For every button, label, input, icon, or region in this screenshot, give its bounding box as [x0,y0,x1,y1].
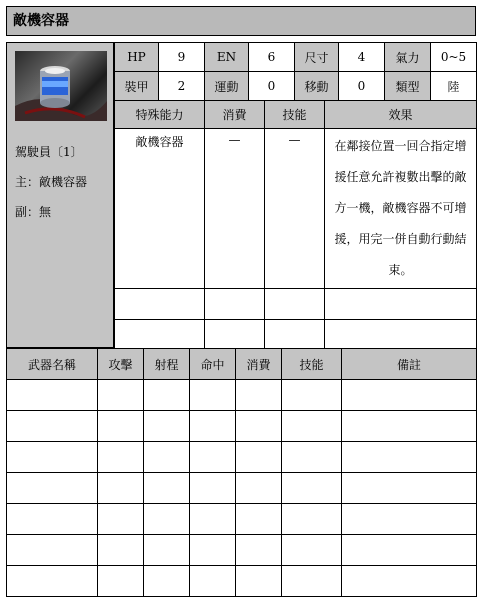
armor-label: 裝甲 [115,72,159,101]
ability-header-name: 特殊能力 [115,101,205,129]
weapon-header-skill: 技能 [282,349,342,380]
weapon-row [7,535,477,566]
ability-header-effect: 效果 [325,101,477,129]
morale-value: 0~5 [431,43,477,72]
ability-cost: — [205,129,265,289]
move-label: 移動 [295,72,339,101]
move-value: 0 [339,72,385,101]
ability-empty-cell [115,289,205,320]
type-value: 陸 [431,72,477,101]
ability-empty-cell [205,320,265,349]
type-label: 類型 [385,72,431,101]
weapon-row [7,473,477,504]
armor-value: 2 [159,72,205,101]
pilot-main: 主：敵機容器 [15,175,88,189]
stats-table [114,42,477,101]
unit-sheet [6,6,476,596]
pilot-sub: 副：無 [15,205,52,219]
weapon-row [7,442,477,473]
size-value: 4 [339,43,385,72]
weapon-header-notes: 備註 [342,349,477,380]
morale-label: 氣力 [385,43,431,72]
weapon-row [7,411,477,442]
weapon-header-cost: 消費 [236,349,282,380]
weapons-table [6,348,477,597]
ability-empty-cell [325,289,477,320]
weapon-row [7,566,477,597]
ability-effect: 在鄰接位置一回合指定增援任意允許複數出擊的敵方一機，敵機容器不可增援，用完一併自動行動結束。 [325,129,477,289]
ability-empty-cell [265,320,325,349]
ability-name: 敵機容器 [115,129,205,289]
unit-title: 敵機容器 [6,6,476,36]
weapon-row [7,504,477,535]
ability-table [114,100,477,349]
unit-portrait [15,51,107,121]
en-label: EN [205,43,249,72]
weapon-header-hit: 命中 [190,349,236,380]
ability-empty-cell [265,289,325,320]
weapon-row [7,380,477,411]
size-label: 尺寸 [295,43,339,72]
hp-value: 9 [159,43,205,72]
mobility-label: 運動 [205,72,249,101]
ability-skill: — [265,129,325,289]
unit-info-panel [6,42,114,348]
en-value: 6 [249,43,295,72]
ability-header-cost: 消費 [205,101,265,129]
ability-empty-cell [115,320,205,349]
ability-empty-cell [325,320,477,349]
weapon-header-attack: 攻擊 [98,349,144,380]
hp-label: HP [115,43,159,72]
weapon-header-range: 射程 [144,349,190,380]
ability-empty-cell [205,289,265,320]
pilot-label: 駕駛員〔1〕 [15,145,83,159]
enemy-container-canister-icon [15,51,107,121]
ability-header-skill: 技能 [265,101,325,129]
mobility-value: 0 [249,72,295,101]
weapon-header-name: 武器名稱 [7,349,98,380]
